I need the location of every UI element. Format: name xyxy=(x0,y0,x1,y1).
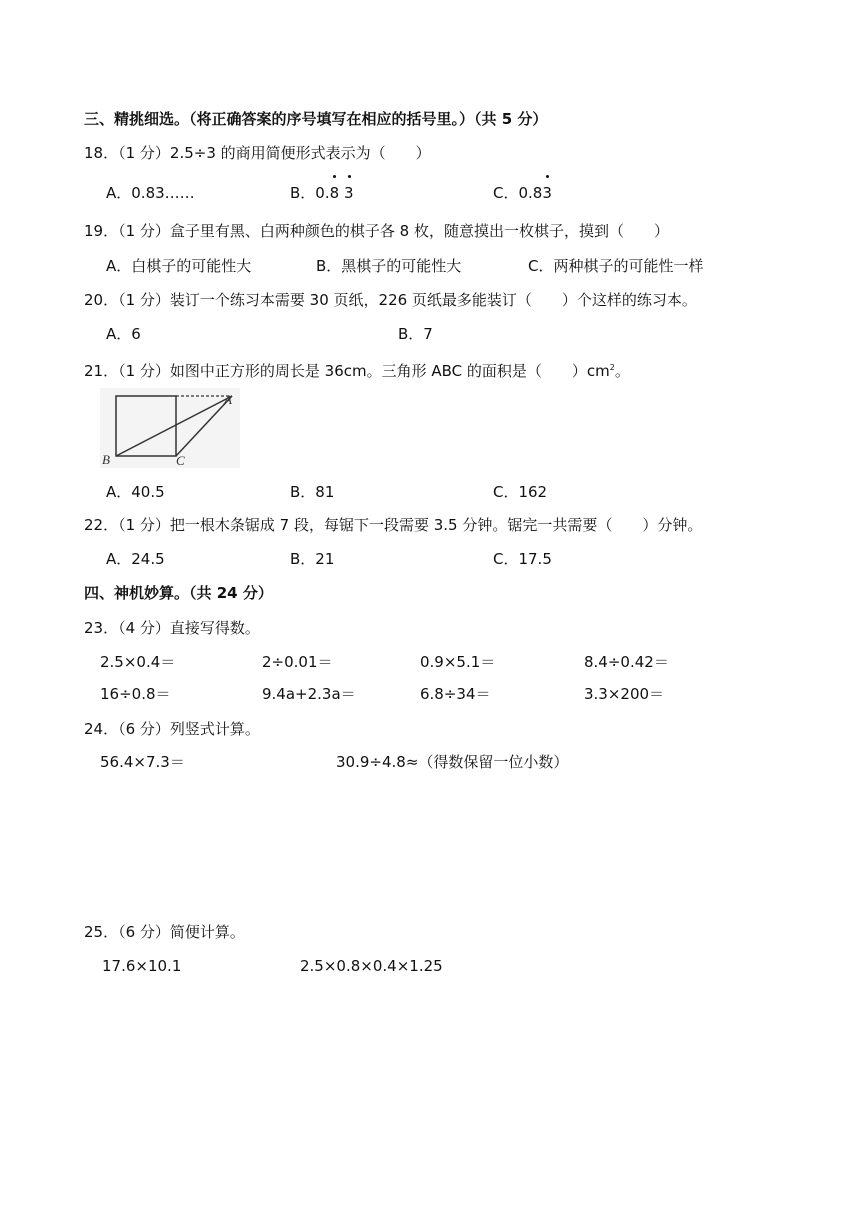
question-25-stem: 25．（6 分）简便计算。 xyxy=(84,923,245,941)
q21-option-a: A．40.5 xyxy=(106,483,165,501)
question-24-stem: 24．（6 分）列竖式计算。 xyxy=(84,720,260,738)
label-b: B xyxy=(102,452,110,467)
q25-expression-1: 17.6×10.1 xyxy=(102,957,182,975)
q20-option-a: A．6 xyxy=(106,325,141,343)
section-3-title: 三、精挑细选。（将正确答案的序号填写在相应的括号里。）（共 5 分） xyxy=(84,110,548,128)
q23-item: 0.9×5.1＝ xyxy=(420,653,496,671)
section-4-title: 四、神机妙算。（共 24 分） xyxy=(84,584,273,602)
q21-stem-end: 。 xyxy=(614,362,630,380)
q22-option-c: C．17.5 xyxy=(493,550,552,568)
q19-option-c: C．两种棋子的可能性一样 xyxy=(528,257,704,275)
question-20-stem: 20．（1 分）装订一个练习本需要 30 页纸，226 页纸最多能装订（ ）个这样的练习本。 xyxy=(84,291,697,309)
question-22-stem: 22．（1 分）把一根木条锯成 7 段，每锯下一段需要 3.5 分钟。锯完一共需要（ ）分钟。 xyxy=(84,516,703,534)
q23-item: 8.4÷0.42＝ xyxy=(584,653,669,671)
q25-expression-2: 2.5×0.8×0.4×1.25 xyxy=(300,957,443,975)
q18-b-digit-2: 3 xyxy=(343,184,354,202)
q20-option-b: B．7 xyxy=(398,325,433,343)
repeating-digit xyxy=(330,182,340,204)
label-a: A xyxy=(224,392,232,407)
q18-c-digit-1: 3 xyxy=(542,184,552,202)
q22-option-b: B．21 xyxy=(290,550,335,568)
question-19-stem: 19．（1 分）盒子里有黑、白两种颜色的棋子各 8 枚，随意摸出一枚棋子，摸到（ ） xyxy=(84,222,669,240)
q23-item: 9.4a+2.3a＝ xyxy=(262,685,356,703)
q24-expression-2: 30.9÷4.8≈（得数保留一位小数） xyxy=(336,753,569,771)
q18-option-b-prefix: B．0. xyxy=(290,184,330,202)
q23-item: 3.3×200＝ xyxy=(584,685,665,703)
q21-option-b: B．81 xyxy=(290,483,335,501)
label-c: C xyxy=(176,453,185,468)
q21-superscript: 2 xyxy=(609,363,615,372)
q18-option-b xyxy=(290,182,353,204)
question-18-stem: 18．（1 分）2.5÷3 的商用简便形式表示为（ ） xyxy=(84,144,431,162)
q23-item: 2.5×0.4＝ xyxy=(100,653,176,671)
q19-option-b: B．黑棋子的可能性大 xyxy=(316,257,462,275)
repeating-digit xyxy=(344,182,354,204)
q18-b-digit-1: 8 xyxy=(329,184,340,202)
q19-option-a: A．白棋子的可能性大 xyxy=(106,257,252,275)
q21-stem-text: 21．（1 分）如图中正方形的周长是 36cm。三角形 ABC 的面积是（ ）cm xyxy=(84,362,610,380)
q21-option-c: C．162 xyxy=(493,483,548,501)
q23-item: 16÷0.8＝ xyxy=(100,685,171,703)
q18-option-c-prefix: C．0.8 xyxy=(493,184,543,202)
q23-item: 6.8÷34＝ xyxy=(420,685,491,703)
q18-option-c xyxy=(493,182,552,204)
q23-item: 2÷0.01＝ xyxy=(262,653,333,671)
q24-expression-1: 56.4×7.3＝ xyxy=(100,753,185,771)
q18-option-a: A．0.83…… xyxy=(106,184,195,202)
question-23-stem: 23．（4 分）直接写得数。 xyxy=(84,619,260,637)
question-21-stem xyxy=(84,357,630,382)
square-triangle-figure xyxy=(100,388,240,468)
q22-option-a: A．24.5 xyxy=(106,550,165,568)
repeating-digit xyxy=(542,182,552,204)
